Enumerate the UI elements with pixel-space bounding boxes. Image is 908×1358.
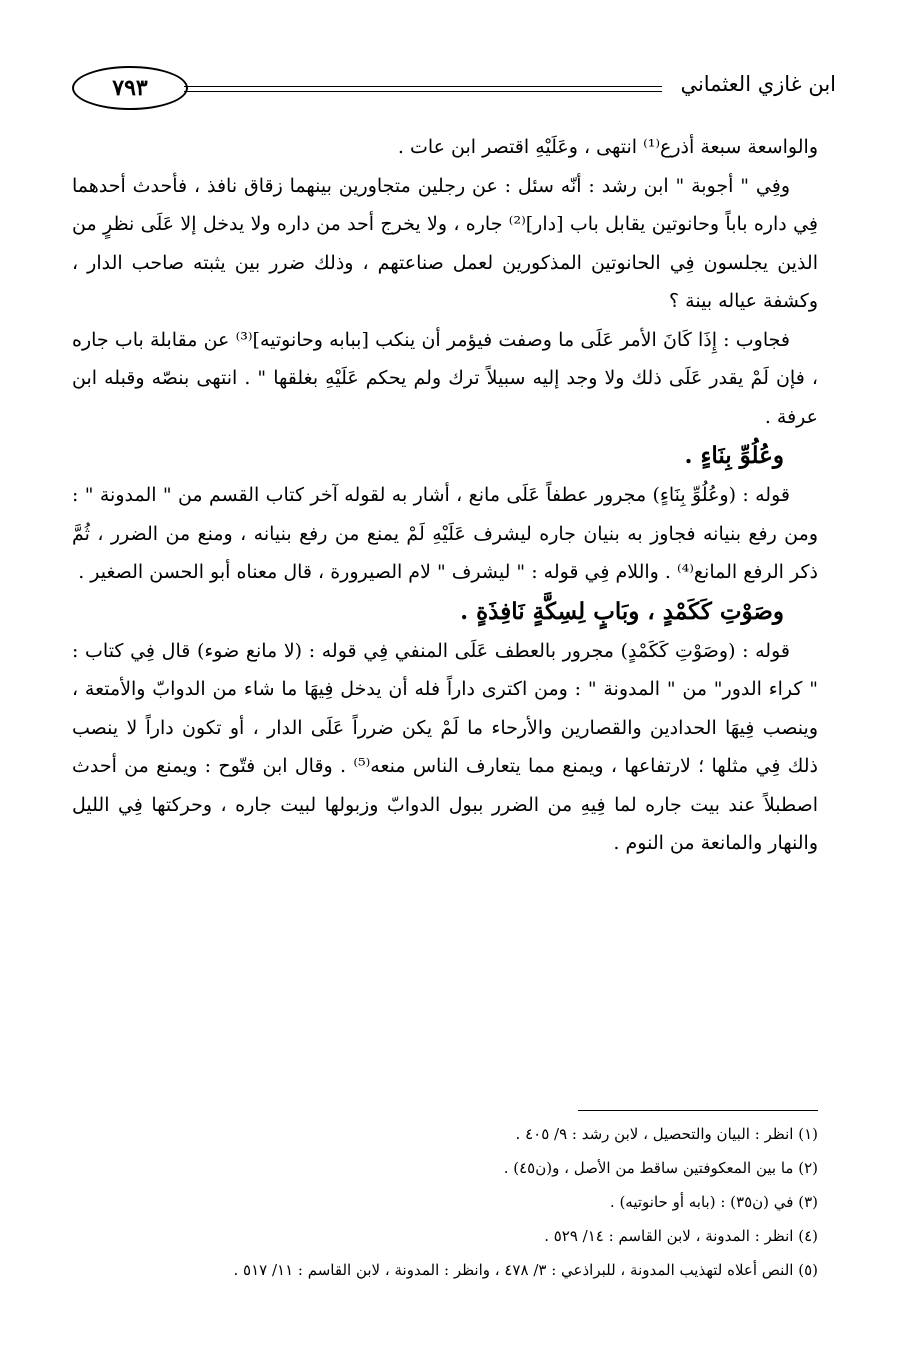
paragraph: قوله : (وصَوْتِ كَكَمْدٍ) مجرور بالعطف عَلَى المنفي فِي قوله : (لا مانع ضوء) قال فِي كتاب : " كراء الدور" من " المدونة " : ومن اكترى داراً فله أن يدخل فِيهَا ما شاء من الدوابّ والأمتعة ، وينصب فِيهَا الحدادين والقصارين والأرحاء ما لَمْ يكن ضرراً عَلَى الدار ، أو تكون داراً لا ينصب ذلك فِي مثلها ؛ لارتفاعها ، ويمنع مما يتعارف الناس منعه⁽⁵⁾ . وقال ابن فتّوح : ويمنع من أحدث اصطبلاً عند بيت جاره لما فِيهِ من الضرر ببول الدوابّ وزبولها لبيت جاره ، وحركتها فِي الليل والنهار والمانعة من النوم . xyxy=(72,639,818,854)
paragraph: فجاوب : إِذَا كَانَ الأمر عَلَى ما وصفت فيؤمر أن ينكب [ببابه وحانوتيه]⁽³⁾ عن مقابلة باب جاره ، فإن لَمْ يقدر عَلَى ذلك ولا وجد إليه سبيلاً ترك ولم يحكم عَلَيْهِ بغلقها " . انتهى بنصّه وقبله ابن عرفة . xyxy=(72,328,818,428)
header-double-rule xyxy=(184,86,662,92)
footnote: (٢) ما بين المعكوفتين ساقط من الأصل ، و(ن٤٥) . xyxy=(503,1159,818,1177)
main-text xyxy=(72,128,818,863)
footnote: (١) انظر : البيان والتحصيل ، لابن رشد : ٩/ ٤٠٥ . xyxy=(515,1125,818,1143)
footnotes xyxy=(72,1110,818,1287)
running-title: ابن غازي العثماني xyxy=(680,72,836,96)
footnote: (٣) في (ن٣٥) : (بابه أو حانوتيه) . xyxy=(609,1193,818,1211)
matn-heading: وصَوْتِ كَكَمْدٍ ، وبَابٍ لِسِكَّةٍ نَافِذَةٍ . xyxy=(460,597,784,625)
paragraph: وفِي " أجوبة " ابن رشد : أنّه سئل : عن رجلين متجاورين بينهما زقاق نافذ ، فأحدث أحدهما فِي داره باباً وحانوتين يقابل باب [دار]⁽²⁾ جاره ، ولا يخرج أحد من داره ولا يدخل إلا عَلَى نظرٍ من الذين يجلسون فِي الحانوتين المذكورين لعمل صناعتهم ، وذلك ضرر بين يثبته صاحب الدار ، وكشفة عياله بينة ؟ xyxy=(72,174,819,312)
paragraph: قوله : (وعُلُوِّ بِنَاءٍ) مجرور عطفاً عَلَى مانع ، أشار به لقوله آخر كتاب القسم من " المدونة " : ومن رفع بنيانه فجاوز به بنيان جاره ليشرف عَلَيْهِ لَمْ يمنع من رفع بنيانه ، ومنع من الضرر ، ثُمَّ ذكر الرفع المانع⁽⁴⁾ . واللام فِي قوله : " ليشرف " لام الصيرورة ، قال معناه أبو الحسن الصغير . xyxy=(72,484,818,583)
footnote: (٥) النص أعلاه لتهذيب المدونة ، للبراذعي : ٣/ ٤٧٨ ، وانظر : المدونة ، لابن القاسم : ١١/ ٥١٧ . xyxy=(233,1261,818,1279)
footnote-rule xyxy=(578,1110,818,1111)
footnote: (٤) انظر : المدونة ، لابن القاسم : ١٤/ ٥٢٩ . xyxy=(544,1227,818,1245)
paragraph: والواسعة سبعة أذرع⁽¹⁾ انتهى ، وعَلَيْهِ اقتصر ابن عات . xyxy=(397,136,818,158)
matn-heading: وعُلُوِّ بِنَاءٍ . xyxy=(684,442,784,469)
page-header xyxy=(72,66,836,110)
page-number: ٧٩٣ xyxy=(72,66,188,110)
